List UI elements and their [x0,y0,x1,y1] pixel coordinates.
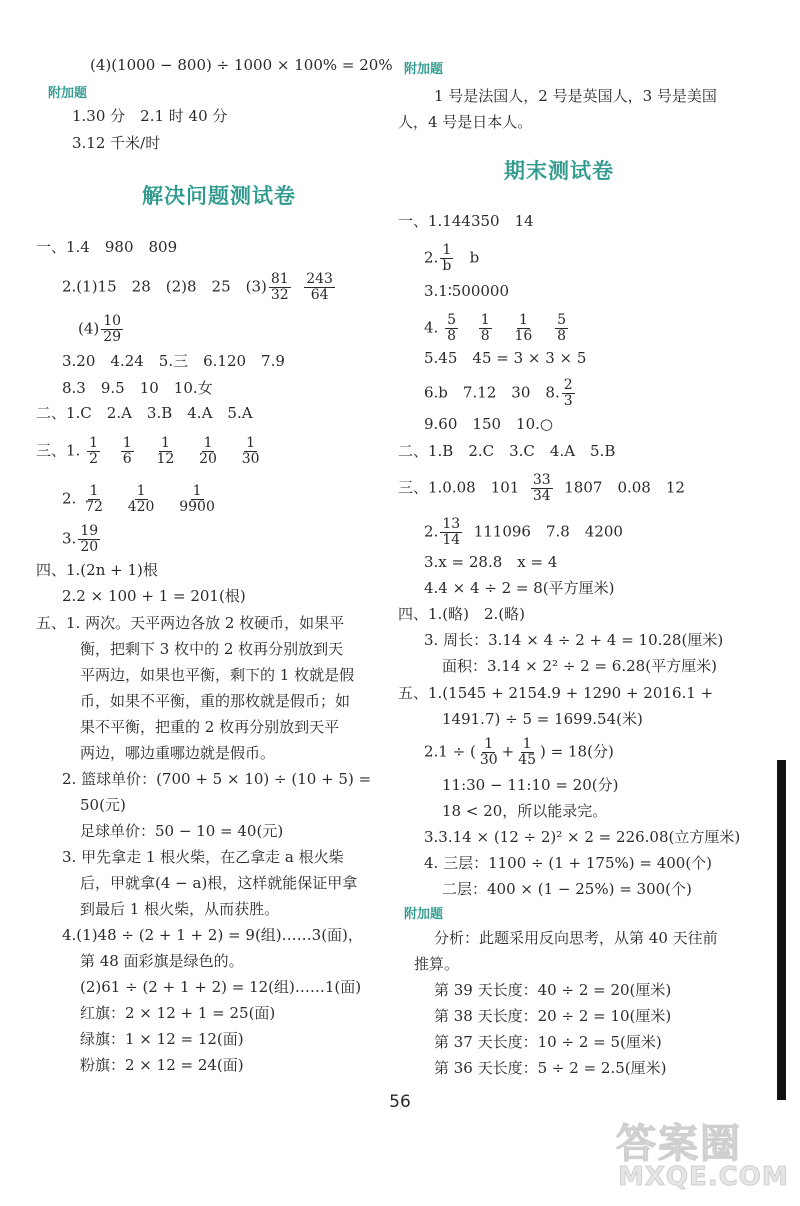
answer-line: 3. $\frac{19}{20}$ [62,523,99,555]
answer-line: 9.60 150 10.○ [424,415,553,433]
fraction: $\frac{1}{72}$ [85,483,103,515]
answer-line: 第 48 面彩旗是绿色的。 [80,952,244,970]
answer-line: 2.1 ÷ ( $\frac{1}{30}$ + $\frac{1}{45}$ ) = 18(分) [424,736,614,768]
answer-line: 3. 甲先拿走 1 根火柴，在乙拿走 a 根火柴 [62,848,344,866]
answer-line: 四、1.(2n + 1)根 [36,561,158,579]
answer-line: 红旗：2 × 12 + 1 = 25(面) [80,1004,276,1022]
answer-line: 2. $\frac{1}{b}$ b [424,242,480,274]
page-number: 56 [389,1092,411,1112]
fraction: $\frac{1}{b}$ [442,242,452,274]
fraction: $\frac{1}{45}$ [518,736,537,768]
answer-line: 平两边，如果也平衡，剩下的 1 枚就是假 [80,666,355,684]
fraction: $\frac{1}{8}$ [480,312,490,344]
fraction: $\frac{5}{8}$ [447,312,457,344]
answer-line: 4.(1)48 ÷ (2 + 1 + 2) = 9(组)……3(面)， [62,926,363,944]
bonus-section-tag: 附加题 [404,907,444,922]
answer-line: 粉旗：2 × 12 = 24(面) [80,1056,244,1074]
answer-line: 三、1.0.08 101 $\frac{33}{34}$ 1807 0.08 12 [398,472,685,504]
answer-line: 2.2 × 100 + 1 = 201(根) [62,587,246,605]
watermark-text: 答案圈 [616,1121,742,1167]
answer-line: 2.(1)15 28 (2)8 25 (3) $\frac{81}{32}$ $\frac{243}{64}$ [62,271,333,303]
answer-line: 5.45 45 = 3 × 3 × 5 [424,349,587,367]
answer-line: 第 36 天长度：5 ÷ 2 = 2.5(厘米) [434,1059,667,1077]
answer-line: 4. 三层：1100 ÷ (1 + 175%) = 400(个) [424,854,713,872]
answer-line: 三、1. $\frac{1}{2}$ $\frac{1}{6}$ $\frac{1}{12}$ $\frac{1}{20}$ $\frac{1}{30}$ [36,435,260,467]
answer-line: (4)(1000 − 800) ÷ 1000 × 100% = 20% [90,56,393,74]
answer-line: 2. $\frac{13}{14}$ 111096 7.8 4200 [424,516,623,548]
answer-line: 3.12 千米/时 [72,134,161,152]
answer-line: 6.b 7.12 30 8. $\frac{2}{3}$ [424,377,573,409]
fraction: $\frac{1}{30}$ [241,435,260,467]
answer-line: 足球单价：50 − 10 = 40(元) [80,822,284,840]
answer-line: 分析：此题采用反向思考，从第 40 天往前 [434,929,718,947]
answer-line: 3. 周长：3.14 × 4 ÷ 2 + 4 = 10.28(厘米) [424,631,724,649]
answer-line: 果不平衡，把重的 2 枚再分别放到天平 [80,718,340,736]
answer-line: 两边，哪边重哪边就是假币。 [80,744,276,762]
answer-line: 4.4 × 4 ÷ 2 = 8(平方厘米) [424,579,615,597]
fraction: $\frac{1}{6}$ [122,435,132,467]
fraction: $\frac{1}{9900}$ [179,483,215,515]
fraction: $\frac{1}{16}$ [514,312,533,344]
answer-line: 衡，把剩下 3 枚中的 2 枚再分别放到天 [80,640,344,658]
answer-line: 二层：400 × (1 − 25%) = 300(个) [442,880,692,898]
section-title: 解决问题测试卷 [142,183,296,208]
fraction: $\frac{5}{8}$ [557,312,567,344]
fraction: $\frac{243}{64}$ [306,271,333,303]
answer-line: 3.x = 28.8 x = 4 [424,553,558,571]
answer-line: 1 号是法国人，2 号是英国人，3 号是美国 [434,87,717,105]
section-title: 期末测试卷 [504,158,614,183]
answer-line: 一、1.144350 14 [398,212,534,230]
answer-line: 1.30 分 2.1 时 40 分 [72,107,228,125]
answer-line: 二、1.B 2.C 3.C 4.A 5.B [398,442,616,460]
answer-line: 五、1. 两次。天平两边各放 2 枚硬币，如果平 [36,614,345,632]
answer-line: 第 37 天长度：10 ÷ 2 = 5(厘米) [434,1033,662,1051]
bonus-section-tag: 附加题 [48,86,88,101]
answer-line: 4. $\frac{5}{8}$ $\frac{1}{8}$ $\frac{1}{16}$ $\frac{5}{8}$ [424,312,567,344]
fraction: $\frac{81}{32}$ [270,271,289,303]
watermark-url: MXQE.COM [618,1162,789,1192]
answer-line: 到最后 1 根火柴，从而获胜。 [80,900,280,918]
answer-line: 一、1.4 980 809 [36,238,178,256]
answer-line: 2. $\frac{1}{72}$ $\frac{1}{420}$ $\frac{1}{9900}$ [62,483,215,515]
answer-line: 第 38 天长度：20 ÷ 2 = 10(厘米) [434,1007,672,1025]
answer-line: 3.1∶500000 [424,282,510,300]
answer-line: 1491.7) ÷ 5 = 1699.54(米) [442,710,643,728]
fraction: $\frac{1}{2}$ [89,435,99,467]
answer-line: 第 39 天长度：40 ÷ 2 = 20(厘米) [434,981,672,999]
answer-line: 四、1.(略) 2.(略) [398,605,526,623]
fraction: $\frac{2}{3}$ [563,377,573,409]
watermark-logo [616,1112,789,1202]
answer-line: 二、1.C 2.A 3.B 4.A 5.A [36,404,253,422]
fraction: $\frac{1}{420}$ [127,483,155,515]
answer-line: 币，如果不平衡，重的那枚就是假币；如 [80,692,351,710]
bonus-section-tag: 附加题 [404,62,444,77]
answer-line: (4) $\frac{10}{29}$ [78,313,122,345]
page-edge-shadow [777,760,786,1100]
answer-line: 推算。 [414,955,460,973]
fraction: $\frac{13}{14}$ [442,516,461,548]
answer-line: 人，4 号是日本人。 [398,113,533,131]
answer-line: 后，甲就拿(4 − a)根，这样就能保证甲拿 [80,874,358,892]
answer-line: 8.3 9.5 10 10.女 [62,379,213,397]
answer-line: 面积：3.14 × 2² ÷ 2 = 6.28(平方厘米) [442,657,717,675]
fraction: $\frac{1}{30}$ [479,736,498,768]
fraction: $\frac{1}{12}$ [156,435,175,467]
fraction: $\frac{1}{20}$ [199,435,217,467]
fraction: $\frac{19}{20}$ [80,523,99,555]
answer-line: 3.3.14 × (12 ÷ 2)² × 2 = 226.08(立方厘米) [424,828,741,846]
answer-line: 2. 篮球单价：(700 + 5 × 10) ÷ (10 + 5) = [62,770,372,788]
answer-line: (2)61 ÷ (2 + 1 + 2) = 12(组)……1(面) [80,978,362,996]
answer-line: 50(元) [80,796,126,814]
answer-line: 11:30 − 11:10 = 20(分) [442,776,619,794]
answer-line: 3.20 4.24 5.三 6.120 7.9 [62,352,285,370]
answer-line: 五、1.(1545 + 2154.9 + 1290 + 2016.1 + [398,684,714,702]
answer-line: 18 < 20，所以能录完。 [442,802,608,820]
fraction: $\frac{10}{29}$ [103,313,122,345]
answer-line: 绿旗：1 × 12 = 12(面) [80,1030,244,1048]
fraction: $\frac{33}{34}$ [532,472,551,504]
